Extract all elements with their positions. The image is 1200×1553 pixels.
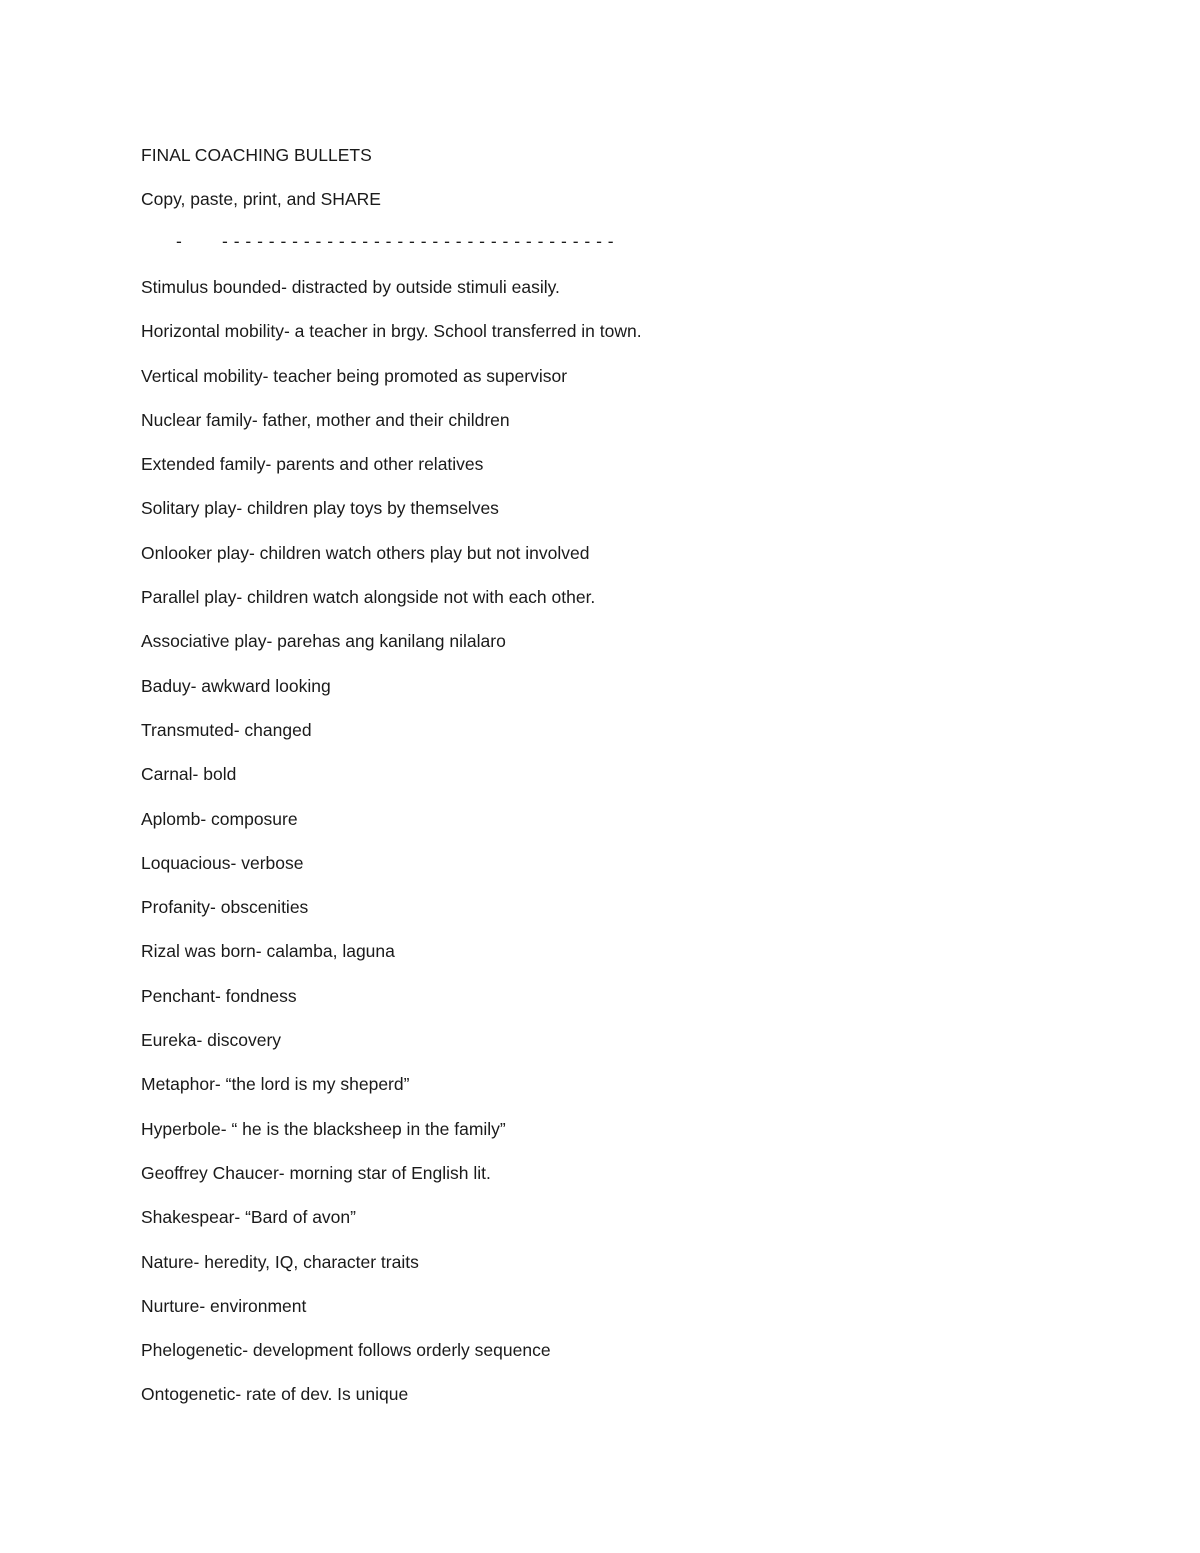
list-item: Extended family- parents and other relatives	[141, 454, 484, 475]
list-item: Nuclear family- father, mother and their children	[141, 409, 510, 430]
list-item: Onlooker play- children watch others play but not involved	[141, 542, 590, 563]
list-item: Eureka- discovery	[141, 1030, 282, 1051]
list-item: Solitary play- children play toys by themselves	[141, 498, 499, 519]
document-body	[141, 143, 1081, 1427]
entry-list	[141, 275, 1081, 1406]
list-item: Ontogenetic- rate of dev. Is unique	[141, 1384, 409, 1405]
list-item: Carnal- bold	[141, 764, 237, 785]
list-item: Aplomb- composure	[141, 808, 298, 829]
list-item: Profanity- obscenities	[141, 897, 309, 918]
list-item: Parallel play- children watch alongside not with each other.	[141, 587, 596, 608]
list-item: Vertical mobility- teacher being promoted as supervisor	[141, 365, 568, 386]
list-item: Hyperbole- “ he is the blacksheep in the family”	[141, 1118, 506, 1139]
list-item: Stimulus bounded- distracted by outside stimuli easily.	[141, 277, 560, 297]
document-title: FINAL COACHING BULLETS	[141, 145, 372, 165]
list-item: Penchant- fondness	[141, 985, 297, 1006]
list-item: Horizontal mobility- a teacher in brgy. School transferred in town.	[141, 321, 642, 342]
list-item: Metaphor- “the lord is my sheperd”	[141, 1074, 410, 1095]
list-item: Rizal was born- calamba, laguna	[141, 941, 395, 962]
list-item: Loquacious- verbose	[141, 852, 304, 873]
list-item: Baduy- awkward looking	[141, 675, 331, 696]
list-item: Associative play- parehas ang kanilang nilalaro	[141, 631, 506, 652]
document-subtitle: Copy, paste, print, and SHARE	[141, 189, 381, 209]
list-item: Geoffrey Chaucer- morning star of English lit.	[141, 1162, 491, 1183]
list-item: Nature- heredity, IQ, character traits	[141, 1251, 419, 1272]
list-item: Transmuted- changed	[141, 719, 312, 740]
separator-line	[141, 229, 1081, 253]
separator-rule: - - - - - - - - - - - - - - - - - - - - - - - - - - - - - - - - - -	[222, 231, 615, 251]
separator-bullet: -	[176, 231, 182, 251]
list-item: Nurture- environment	[141, 1295, 307, 1316]
list-item: Phelogenetic- development follows orderly sequence	[141, 1340, 551, 1361]
list-item: Shakespear- “Bard of avon”	[141, 1207, 356, 1228]
